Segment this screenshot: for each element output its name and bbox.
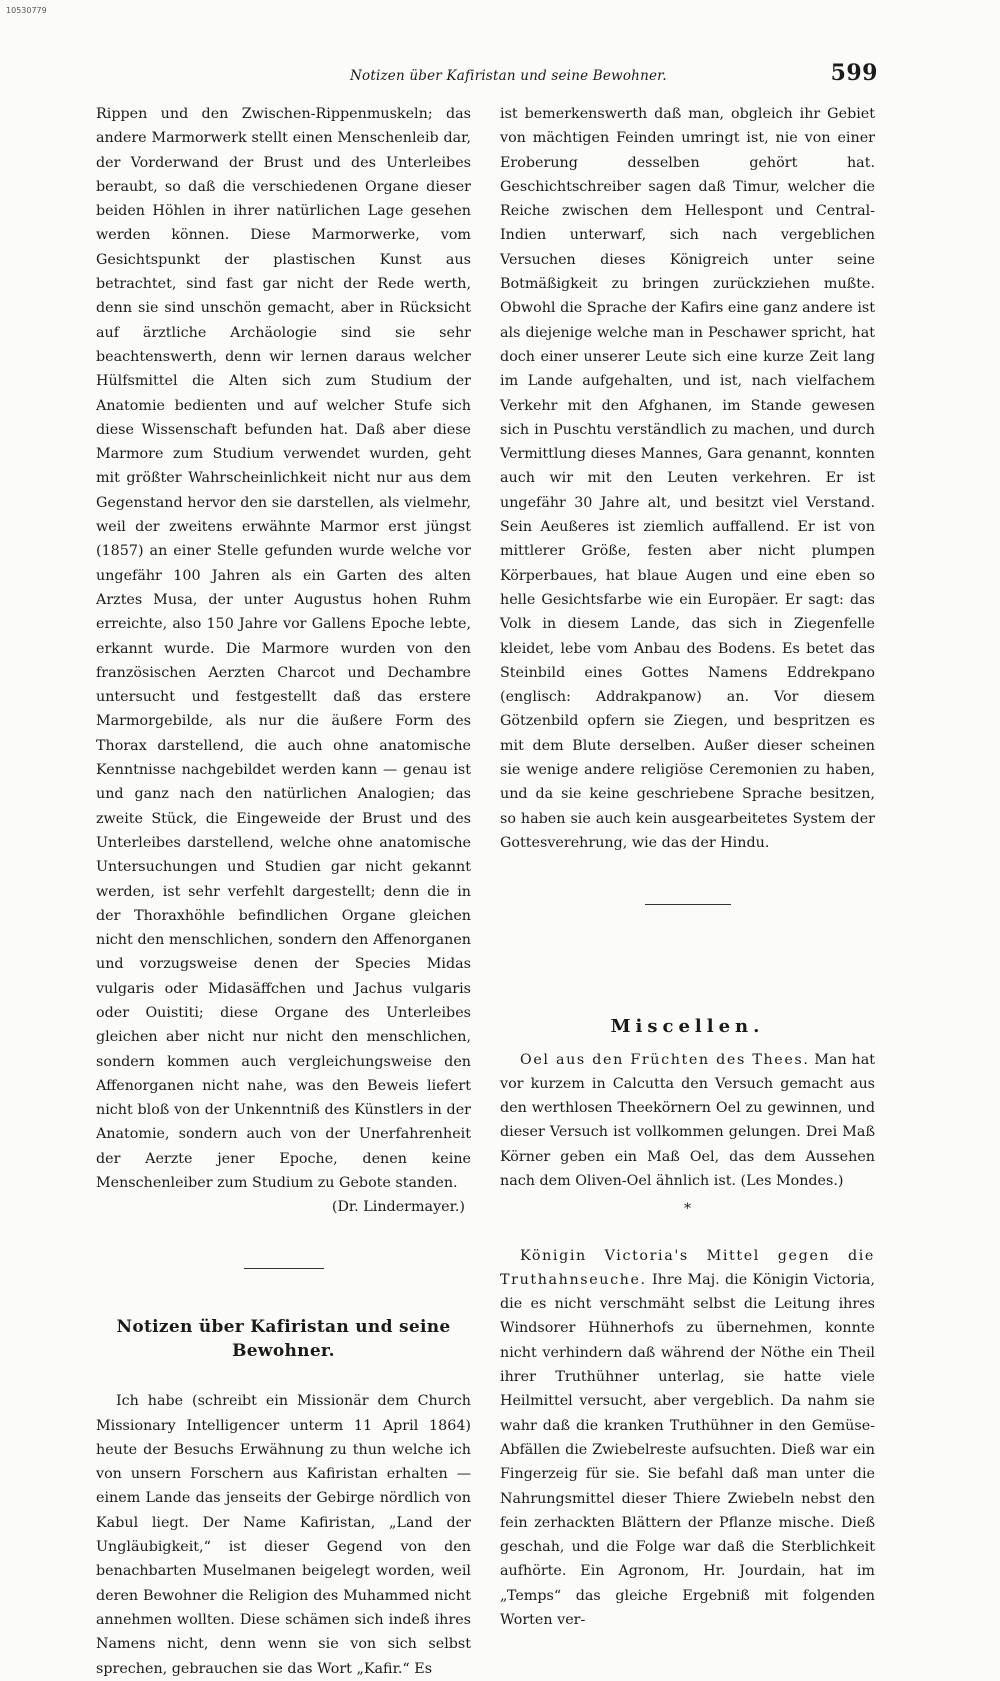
separator-star: *: [684, 1201, 691, 1218]
author-signature: (Dr. Lindermayer.): [331, 1199, 465, 1216]
article-paragraph: Rippen und den Zwischen-Rippenmuskeln; das andere Marmorwerk stellt einen Menschenleib dar, der Vorderwand der Brust und des Unterleibes beraubt, so daß die verschiedenen Organe dieser beiden Höhlen in ihrer natürlichen Lage gesehen werden können. Diese Marmorwerke, vom Gesichtspunkt der plastischen Kunst aus betrachtet, sind fast gar nicht der Rede werth, denn sie sind unschön gemacht, aber in Rücksicht auf ärztliche Archäologie sind sie sehr beachtenswerth, denn wir lernen daraus welcher Hülfsmittel die Alten sich zum Studium der Anatomie bedienten und auf welcher Stufe sich diese Wissenschaft befunden hat. Daß aber diese Marmore zum Studium verwendet wurden, geht mit größter Wahrscheinlichkeit nicht nur aus dem Gegenstand hervor den sie darstellen, als vielmehr, weil der zweitens erwähnte Marmor erst jüngst (1857) an einer Stelle gefunden wurde welche vor ungefähr 100 Jahren als ein Garten des alten Arztes Musa, der unter Augustus hohen Ruhm erreichte, also 150 Jahre vor Gallens Epoche lebte, erkannt wurde. Die Marmore wurden von den französischen Aerzten Charcot und Dechambre untersucht und festgestellt daß das erstere Marmorgebilde, als nur die äußere Form des Thorax darstellend, die auch ohne anatomische Kenntnisse nachgebildet werden kann — genau ist und ganz nach den natürlichen Analogien; das zweite Stück, die Eingeweide der Brust und des Unterleibes darstellend, welche ohne anatomische Untersuchungen und Studien gar nicht gekannt werden, ist sehr verfehlt dargestellt; denn die in der Thoraxhöhle befindlichen Organe gleichen nicht den menschlichen, sondern den Affenorganen und vorzugsweise denen der Species Midas vulgaris oder Midasäffchen und Jachus vulgaris oder Ouistiti; diese Organe des Unterleibes gleichen aber nicht nur nicht den menschlichen, sondern kommen auch vergleichungsweise den Affenorganen nicht nahe, was den Beweis liefert nicht bloß von der Unkenntniß des Künstlers in der Anatomie, sondern auch von der Unerfahrenheit der Aerzte jener Epoche, denen keine Menschenleiber zum Studium zu Gebote standen.: [96, 106, 471, 1192]
left-column: [96, 102, 471, 1681]
misc-item-title: Oel aus den Früchten des Thees.: [520, 1051, 810, 1068]
misc-item-body: Man hat vor kurzem in Calcutta den Versuch gemacht aus den werthlosen Theekörnern Oel zu gewinnen, und dieser Versuch ist vollkommen gelungen. Drei Maß Körner geben ein Maß Oel, das dem Aussehen nach dem Oliven-Oel ähnlich ist. (Les Mondes.): [500, 1051, 875, 1189]
section-divider: [244, 1268, 324, 1269]
misc-item-title: Königin Victoria's Mittel gegen die Truthahnseuche.: [500, 1247, 875, 1288]
misc-item-tea-oil: [500, 1048, 875, 1194]
article-paragraph: ist bemerkenswerth daß man, obgleich ihr Gebiet von mächtigen Feinden umringt ist, nie von einer Eroberung desselben gehört hat. Geschichtschreiber sagen daß Timur, welcher die Reiche zwischen dem Hellespont und Central-Indien unterwarf, sich nach vergeblichen Versuchen dieses Königreich unter seine Botmäßigkeit zu bringen zurückziehen mußte. Obwohl die Sprache der Kafirs eine ganz andere ist als diejenige welche man in Peschawer spricht, hat doch einer unserer Leute sich eine kurze Zeit lang im Lande aufgehalten, und ist, nach vielfachem Verkehr mit den Afghanen, im Stande gewesen sich in Puschtu verständlich zu machen, und durch Vermittlung dieses Mannes, Gara genannt, konnten auch wir mit den Leuten verkehren. Er ist ungefähr 30 Jahre alt, und besitzt viel Verstand. Sein Aeußeres ist ziemlich auffallend. Er ist von mittlerer Größe, festen aber nicht plumpen Körperbaues, hat blaue Augen und eine eben so helle Gesichtsfarbe wie ein Europäer. Er sagt: das Volk in diesem Lande, das sich in Ziegenfelle kleidet, lebe vom Anbau des Bodens. Es betet das Steinbild eines Gottes Namens Eddrekpano (englisch: Addrakpanow) an. Vor diesem Götzenbild opfern sie Ziegen, und bespritzen es mit dem Blute derselben. Außer dieser scheinen sie wenige andere religiöse Ceremonien zu haben, und da sie keine geschriebene Sprache besitzen, so haben sie auch kein ausgearbeitetes System der Gottesverehrung, wie das der Hindu.: [500, 106, 875, 851]
article-paragraph: Ich habe (schreibt ein Missionär dem Church Missionary Intelligencer unterm 11 April 1864) heute der Besuchs Erwähnung zu thun welche ich von unsern Forschern aus Kafiristan erhalten — einem Lande das jenseits der Gebirge nördlich von Kabul liegt. Der Name Kafiristan, „Land der Ungläubigkeit,“ ist dieser Gegend von den benachbarten Muselmanen beigelegt worden, weil deren Bewohner die Religion des Muhammed nicht annehmen wollten. Diese schämen sich indeß ihres Namens nicht, denn wenn sie von sich selbst sprechen, gebrauchen sie das Wort „Kafir.“ Es: [96, 1393, 471, 1677]
misc-item-body: Ihre Maj. die Königin Victoria, die es nicht verschmäht selbst die Leitung ihres Windsorer Hühnerhofs zu übernehmen, konnte nicht verhindern daß während der Nöthe ein Theil ihrer Truthühner unterlag, sie hatte viele Heilmittel versucht, aber vergeblich. Da nahm sie wahr daß die kranken Truthühner in den Gemüse-Abfällen die Zwiebelreste aufsuchten. Dieß war ein Fingerzeig für sie. Sie befahl daß man unter die Nahrungsmittel dieser Thiere Zwiebeln nebst den fein zerhackten Blättern der Pflanze mische. Dieß geschah, und die Folge war daß die Sterblichkeit aufhörte. Ein Agronom, Hr. Jourdain, hat im „Temps“ das gleiche Ergebniß mit folgenden Worten ver-: [500, 1271, 875, 1629]
right-column: [500, 102, 875, 1632]
misc-item-victoria: [500, 1244, 875, 1633]
section-heading-miscellen: Miscellen.: [610, 1016, 765, 1038]
section-heading-kafiristan: Notizen über Kafiristan und seine Bewohner.: [116, 1316, 451, 1361]
section-divider: [645, 904, 731, 905]
scan-id: 10530779: [6, 6, 47, 15]
running-title: Notizen über Kafiristan und seine Bewohner.: [350, 68, 667, 84]
page-number: 599: [830, 60, 878, 86]
